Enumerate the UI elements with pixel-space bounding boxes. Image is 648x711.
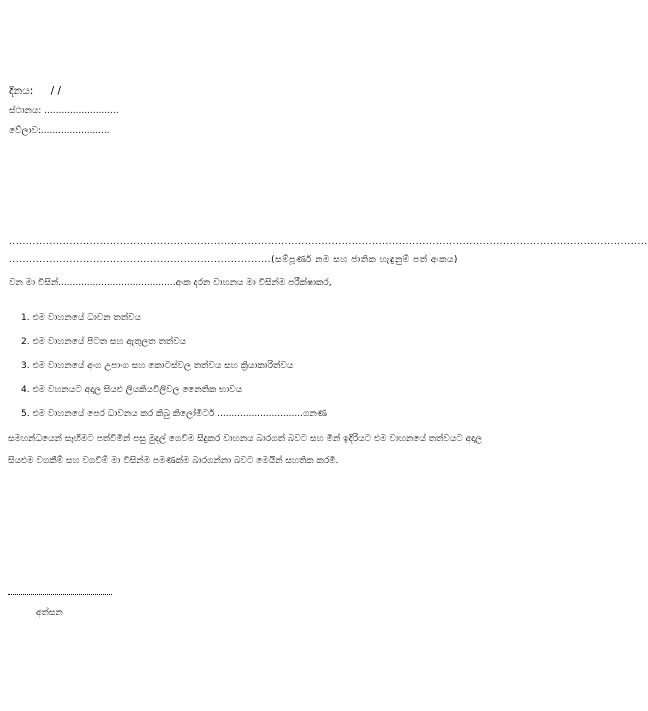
- date-label: දිනය:: [9, 85, 34, 97]
- date-separators: / /: [50, 85, 62, 97]
- signature-dotted-line: [8, 594, 112, 595]
- vehicle-intro-line: වන මා විසින්.........................................අංක දරන වාහනය මා විසින්ම පරීක්ෂාකර,: [9, 278, 332, 288]
- inspection-checklist: [21, 312, 327, 432]
- name-and-nic-line: ..............................................................................(සම්පූර්ණ නම සහ ජාතික හැඳුනුම් පත් අංකය): [9, 255, 458, 265]
- checklist-item: 4. එම වහනයට අදාල සියළු ලියකියවිලිවල නෛතික භාවය: [21, 385, 243, 395]
- time-field: වේලාව:........................: [9, 126, 110, 136]
- checklist-item: 5. එම වාහනයේ පෙර ධාවනය කර කිබු කිලෝමීටර් ..............................ගනණ: [21, 409, 327, 419]
- checklist-item: 3. එම වාහනයේ අංග උපාංග සහ කොටස්වල තත්වය සහ ක්‍රියාකාරිත්වය: [21, 361, 294, 371]
- name-dotted-line: ..............................................................................................................................................................................................: [9, 237, 648, 247]
- checklist-item: 2. එම වාහනයේ පිටත සහ ඇතුලත තත්වය: [21, 337, 187, 347]
- signature-label: අත්සන: [36, 608, 63, 618]
- declaration-paragraph: සමහන්ධයෙන් සෑහීමට පත්වීමින් පසු මුදල් ගෙවීම සිදුකර වාහනය බාරගත් බවට සහ මින් ඉදිරියට එම වාහනයේ තත්වයට අදාල සියළුම වගකීම් සහ වගවීම් මා විසින්ම පමණක්ම බාරගන්නා බවට මෙයින් සහතික කරමි.: [8, 434, 482, 466]
- place-field: ස්ථානය: ..........................: [9, 106, 119, 116]
- checklist-item: 1. එම වාහනයේ ධාවන තත්වය: [21, 313, 141, 323]
- date-field: [9, 84, 61, 98]
